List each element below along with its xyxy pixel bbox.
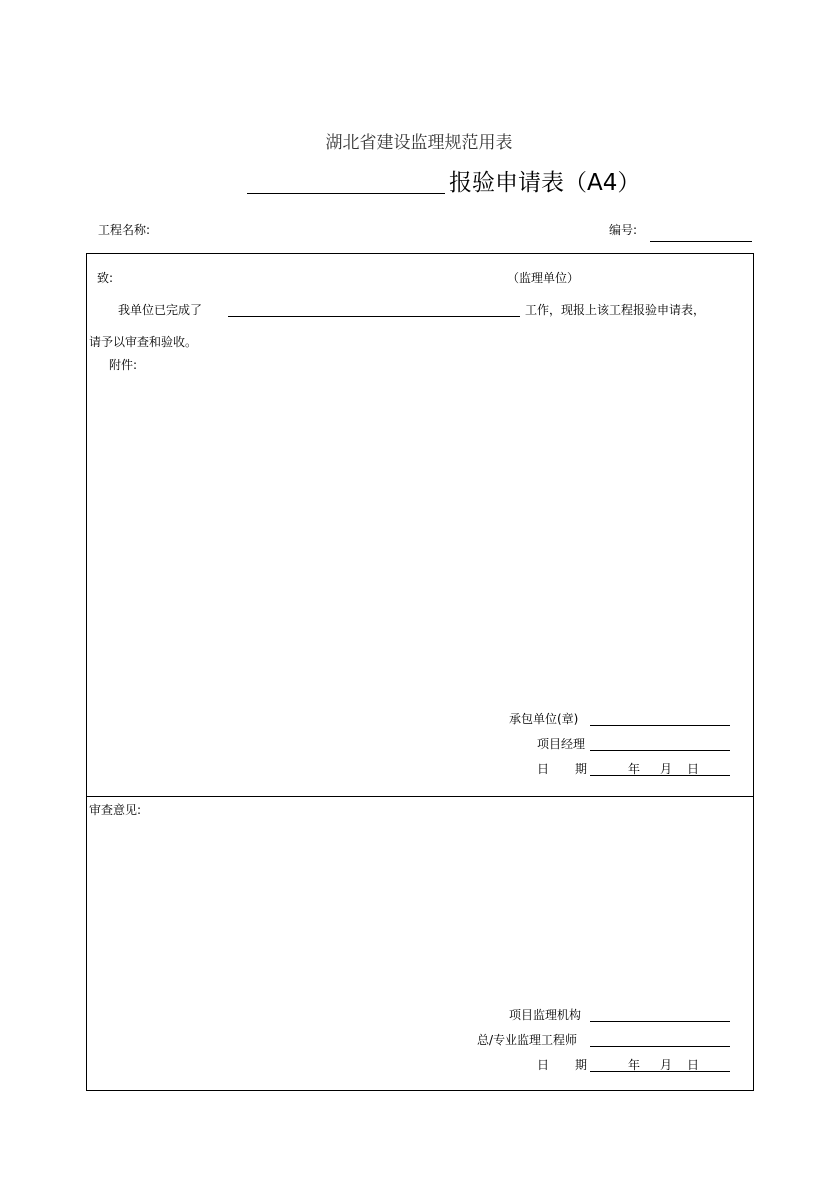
to-label: 致:: [97, 271, 114, 285]
form-title-blank-line: [247, 193, 445, 194]
supervision-org-signature-line[interactable]: [590, 1021, 730, 1022]
year-label: 年: [628, 1058, 641, 1072]
report-text: 工作，现报上该工程报验申请表，: [525, 303, 706, 317]
attachment-label: 附件:: [109, 358, 138, 372]
supervision-org-label: 项目监理机构: [509, 1008, 582, 1022]
code-field-line[interactable]: [650, 241, 752, 242]
contractor-label: 承包单位(章): [509, 712, 579, 726]
date-ymd: [628, 760, 699, 777]
contractor-signature-line[interactable]: [590, 725, 730, 726]
date-label-char: 期: [575, 1058, 588, 1072]
request-text: 请予以审查和验收。: [89, 335, 198, 349]
month-label: 月: [660, 1058, 673, 1072]
review-date-ymd: [628, 1056, 699, 1073]
completed-text: 我单位已完成了: [118, 303, 203, 317]
date-label-char: 日: [537, 762, 550, 776]
project-manager-label: 项目经理: [537, 737, 586, 751]
project-name-label: 工程名称:: [98, 223, 151, 237]
month-label: 月: [660, 762, 673, 776]
work-field-line[interactable]: [228, 316, 520, 317]
form-title: 报验申请表（A4）: [449, 170, 641, 196]
day-label: 日: [687, 1058, 700, 1072]
review-opinion-label: 审查意见:: [89, 803, 142, 817]
supervision-unit-label: （监理单位）: [507, 271, 580, 285]
date-label-char: 日: [537, 1058, 550, 1072]
project-manager-signature-line[interactable]: [590, 750, 730, 751]
code-label: 编号:: [609, 223, 638, 237]
date-label: [537, 760, 587, 777]
engineer-signature-line[interactable]: [590, 1046, 730, 1047]
day-label: 日: [687, 762, 700, 776]
engineer-label: 总/专业监理工程师: [477, 1033, 578, 1047]
year-label: 年: [628, 762, 641, 776]
date-label-char: 期: [575, 762, 588, 776]
standard-title: 湖北省建设监理规范用表: [325, 133, 513, 153]
review-date-label: [537, 1056, 587, 1073]
